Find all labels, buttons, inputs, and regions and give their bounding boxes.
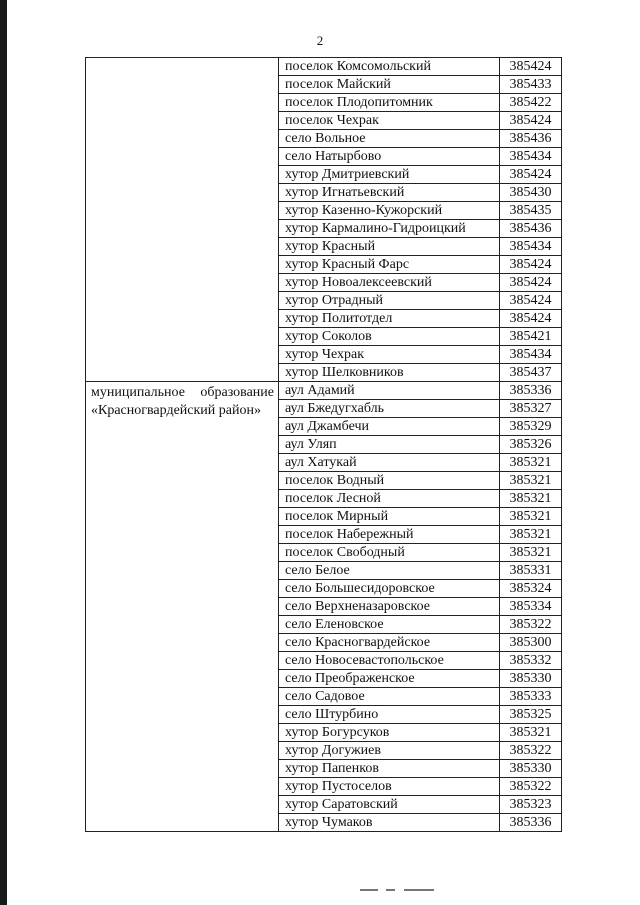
postal-code: 385424 xyxy=(500,310,562,328)
postal-code: 385433 xyxy=(500,76,562,94)
postal-code: 385424 xyxy=(500,274,562,292)
settlement-name: село Преображенское xyxy=(279,670,500,688)
settlement-name: аул Джамбечи xyxy=(279,418,500,436)
postal-code: 385323 xyxy=(500,796,562,814)
settlement-name: хутор Кармалино-Гидроицкий xyxy=(279,220,500,238)
settlement-name: аул Уляп xyxy=(279,436,500,454)
settlement-name: хутор Шелковников xyxy=(279,364,500,382)
postal-code: 385321 xyxy=(500,490,562,508)
postal-code: 385424 xyxy=(500,166,562,184)
postal-code: 385321 xyxy=(500,454,562,472)
postal-code: 385436 xyxy=(500,220,562,238)
page-number: 2 xyxy=(316,33,324,48)
postal-code: 385424 xyxy=(500,292,562,310)
settlement-name: село Верхненазаровское xyxy=(279,598,500,616)
region-cell-continued xyxy=(86,58,279,382)
postal-code: 385322 xyxy=(500,742,562,760)
postal-code: 385327 xyxy=(500,400,562,418)
region-cell xyxy=(86,382,279,832)
postal-code: 385434 xyxy=(500,346,562,364)
postal-code: 385329 xyxy=(500,418,562,436)
postal-code: 385424 xyxy=(500,58,562,76)
postal-code: 385321 xyxy=(500,526,562,544)
settlement-name: хутор Красный xyxy=(279,238,500,256)
settlement-name: поселок Мирный xyxy=(279,508,500,526)
postal-code: 385437 xyxy=(500,364,562,382)
settlement-name: аул Хатукай xyxy=(279,454,500,472)
table-row xyxy=(86,58,562,76)
postal-code: 385321 xyxy=(500,544,562,562)
postal-code: 385322 xyxy=(500,778,562,796)
settlement-name: хутор Соколов xyxy=(279,328,500,346)
postal-code: 385326 xyxy=(500,436,562,454)
settlement-name: село Большесидоровское xyxy=(279,580,500,598)
settlement-name: поселок Лесной xyxy=(279,490,500,508)
region-name: муниципальное образование «Красногвардейский район» xyxy=(91,385,274,418)
settlement-name: хутор Пустоселов xyxy=(279,778,500,796)
postal-code: 385332 xyxy=(500,652,562,670)
postal-code: 385434 xyxy=(500,238,562,256)
postal-code: 385322 xyxy=(500,616,562,634)
postal-code: 385321 xyxy=(500,472,562,490)
postal-code: 385321 xyxy=(500,724,562,742)
postal-code: 385330 xyxy=(500,670,562,688)
settlement-name: село Белое xyxy=(279,562,500,580)
settlement-name: поселок Свободный xyxy=(279,544,500,562)
postal-code: 385300 xyxy=(500,634,562,652)
settlement-name: хутор Чехрак xyxy=(279,346,500,364)
postal-code: 385421 xyxy=(500,328,562,346)
settlement-name: хутор Новоалексеевский xyxy=(279,274,500,292)
settlement-name: аул Адамий xyxy=(279,382,500,400)
postal-code: 385435 xyxy=(500,202,562,220)
postal-code: 385330 xyxy=(500,760,562,778)
postal-code: 385334 xyxy=(500,598,562,616)
settlements-table xyxy=(85,57,562,832)
settlement-name: село Штурбино xyxy=(279,706,500,724)
table-body xyxy=(86,58,562,832)
settlement-name: хутор Отрадный xyxy=(279,292,500,310)
settlement-name: поселок Водный xyxy=(279,472,500,490)
table-row xyxy=(86,382,562,400)
postal-code: 385333 xyxy=(500,688,562,706)
settlement-name: хутор Богурсуков xyxy=(279,724,500,742)
settlement-name: поселок Комсомольский xyxy=(279,58,500,76)
postal-code: 385424 xyxy=(500,112,562,130)
settlement-name: хутор Саратовский xyxy=(279,796,500,814)
settlement-name: хутор Папенков xyxy=(279,760,500,778)
settlement-name: село Садовое xyxy=(279,688,500,706)
settlement-name: село Новосевастопольское xyxy=(279,652,500,670)
settlement-name: хутор Дмитриевский xyxy=(279,166,500,184)
postal-code: 385336 xyxy=(500,814,562,832)
postal-code: 385325 xyxy=(500,706,562,724)
settlement-name: аул Бжедугхабль xyxy=(279,400,500,418)
postal-code: 385336 xyxy=(500,382,562,400)
settlement-name: хутор Чумаков xyxy=(279,814,500,832)
settlement-name: хутор Казенно-Кужорский xyxy=(279,202,500,220)
settlement-name: село Натырбово xyxy=(279,148,500,166)
postal-code: 385321 xyxy=(500,508,562,526)
postal-code: 385324 xyxy=(500,580,562,598)
scan-edge xyxy=(0,0,7,905)
settlement-name: поселок Набережный xyxy=(279,526,500,544)
settlement-name: хутор Догужиев xyxy=(279,742,500,760)
settlement-name: село Еленовское xyxy=(279,616,500,634)
settlement-name: село Красногвардейское xyxy=(279,634,500,652)
postal-code: 385422 xyxy=(500,94,562,112)
settlement-name: хутор Красный Фарс xyxy=(279,256,500,274)
postal-code: 385434 xyxy=(500,148,562,166)
postal-code: 385430 xyxy=(500,184,562,202)
settlement-name: поселок Майский xyxy=(279,76,500,94)
settlement-name: поселок Чехрак xyxy=(279,112,500,130)
settlement-name: хутор Игнатьевский xyxy=(279,184,500,202)
settlement-name: хутор Политотдел xyxy=(279,310,500,328)
postal-code: 385424 xyxy=(500,256,562,274)
settlement-name: поселок Плодопитомник xyxy=(279,94,500,112)
postal-code: 385331 xyxy=(500,562,562,580)
settlement-name: село Вольное xyxy=(279,130,500,148)
postal-code: 385436 xyxy=(500,130,562,148)
scan-artifact xyxy=(360,889,440,892)
